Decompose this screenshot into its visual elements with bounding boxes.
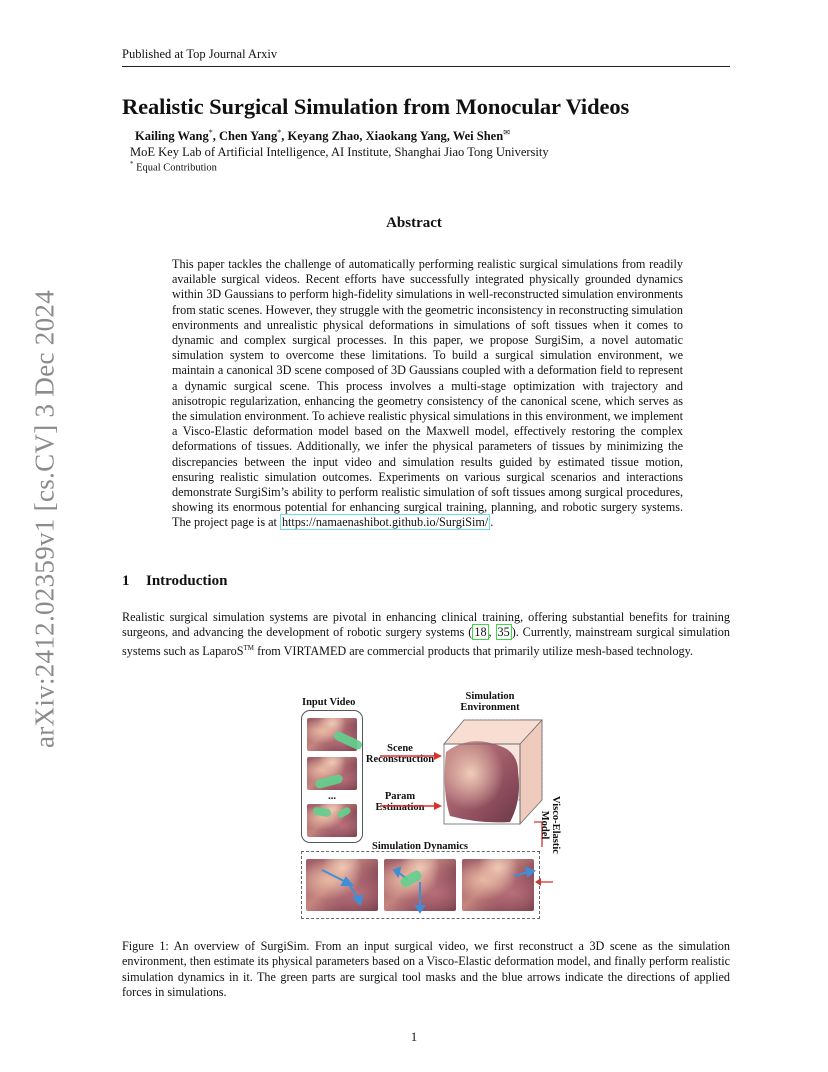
other-authors: Keyang Zhao, Xiaokang Yang, Wei Shen: [287, 129, 504, 144]
page-number: 1: [410, 1030, 418, 1044]
force-arrow-head: [394, 868, 400, 876]
paper-title: Realistic Surgical Simulation from Monocular Videos: [122, 94, 630, 119]
frames-ellipsis: ...: [328, 791, 336, 802]
equal-contribution-text: Equal Contribution: [136, 162, 217, 174]
input-video-label: Input Video: [302, 697, 356, 708]
tool-mask: [312, 806, 331, 817]
arrow-head: [434, 752, 442, 760]
equal-contribution-note: [130, 160, 217, 174]
force-arrow: [514, 872, 528, 876]
visco-line-2: Model: [539, 810, 550, 840]
section-heading-introduction: [122, 573, 227, 590]
section-number: 1: [122, 573, 130, 589]
intro-text-3: from VIRTAMED are commercial products that primarily utilize mesh-based technology.: [254, 643, 693, 658]
arxiv-stamp: arXiv:2412.02359v1 [cs.CV] 3 Dec 2024: [29, 289, 60, 749]
force-arrow: [322, 870, 346, 882]
equal-mark-note: *: [130, 160, 134, 168]
running-head: Published at Top Journal Arxiv: [122, 47, 278, 61]
trademark-mark: TM: [243, 643, 255, 652]
equal-mark-2: *: [277, 128, 282, 137]
section-title: Introduction: [146, 573, 228, 589]
author-list: Kailing Wang*, Chen Yang*, Keyang Zhao, Xiaokang Yang, Wei Shen✉: [135, 128, 510, 144]
intro-text-1: Realistic surgical simulation systems are pivotal in enhancing clinical training, offering substantial benefits for training surgeons, and advancing the development of robotic surgery systems (: [122, 610, 730, 640]
introduction-paragraph: [122, 610, 730, 659]
force-arrow-head: [342, 878, 352, 885]
force-arrow: [350, 886, 358, 898]
sim-env-label: [440, 691, 540, 713]
abstract-text: This paper tackles the challenge of automatically performing realistic surgical simulations from readily available surgical videos. Recent efforts have successfully integrated physically grounded dynamics within 3D Gaussians to perform high-fidelity simulations in well-reconstructed simulation environments from static scenes. However, they struggle with the geometric inconsistency in reconstructing simulation environments and unrealistic physical deformations in simulations of soft tissues when it comes to dynamic and complex surgical processes. In this paper, we propose SurgiSim, a novel automatic simulation system to overcome these limitations. To build a surgical simulation environment, we maintain a canonical 3D scene composed of 3D Gaussians coupled with a deformation field to represent a dynamic surgical scene. This process involves a multi-stage optimization with trajectory and anisotropic regularization, enhancing the geometry consistency of the canonical scene, which serves as the simulation environment. To achieve realistic physical simulations in this environment, we implement a Visco-Elastic deformation model based on the Maxwell model, effectively restoring the complex deformations of tissues. Additionally, we infer the physical parameters of tissues by minimizing the discrepancies between the input video and simulation results guided by estimated tissue motion, ensuring realistic simulation outcomes. Experiments on various surgical scenarios and interactions demonstrate SurgiSim’s ability to perform realistic simulation of soft tissues among surgical procedures, showing its enormous potential for enhancing surgical training, planning, and robotic surgery systems. The project page is at: [172, 257, 683, 530]
intro-text-2: ). Currently, mainstream surgical simulation systems such as LaparoS: [122, 625, 730, 658]
force-arrow-head: [526, 868, 534, 876]
sim-dynamics-label: Simulation Dynamics: [372, 841, 468, 852]
sim-env-line-2: Environment: [460, 702, 520, 713]
force-arrows: [302, 852, 539, 918]
equal-mark-1: *: [208, 128, 213, 137]
figure-caption: Figure 1: An overview of SurgiSim. From an input surgical video, we first reconstruct a 3D scene as the simulation environment, then estimate its physical parameters based on a Visco-Elastic deformation model, and finally perform realistic simulation dynamics in it. The green parts are surgical tool masks and the blue arrows indicate the directions of applied forces in simulations.: [122, 939, 730, 999]
project-page-link[interactable]: https://namaenashibot.github.io/SurgiSim/: [281, 515, 489, 530]
tissue-highlight: [445, 741, 519, 822]
scene-line-1: Scene: [387, 743, 413, 754]
input-video-frames: [301, 710, 363, 843]
abstract-body: [172, 257, 683, 531]
force-arrow-head: [416, 906, 424, 912]
tool-mask: [333, 730, 364, 751]
abstract-end: .: [490, 515, 494, 530]
author-1: Kailing Wang: [135, 129, 209, 144]
tool-mask: [336, 806, 352, 819]
citation-separator: ,: [488, 625, 496, 640]
header-rule: [122, 66, 730, 67]
input-frame-2: [307, 757, 357, 790]
envelope-icon: ✉: [503, 128, 510, 137]
visco-elastic-label: [539, 790, 561, 860]
author-2: Chen Yang: [219, 129, 278, 144]
citation-link-18[interactable]: 18: [474, 625, 487, 640]
simulation-environment-cube: [360, 712, 560, 847]
input-frame-1: [307, 718, 357, 751]
param-line-1: Param: [384, 791, 416, 802]
scene-line-2: Reconstruction: [365, 754, 435, 765]
force-arrow-head: [354, 896, 362, 904]
citation-link-35[interactable]: 35: [497, 625, 510, 640]
sim-env-line-1: Simulation: [465, 691, 515, 702]
affiliation: MoE Key Lab of Artificial Intelligence, AI Institute, Shanghai Jiao Tong University: [130, 145, 549, 159]
abstract-heading: Abstract: [386, 215, 442, 231]
arrow-head: [434, 802, 442, 810]
input-frame-3: [307, 804, 357, 837]
tool-mask: [314, 774, 343, 790]
param-line-2: Estimation: [375, 802, 425, 813]
visco-line-1: Visco-Elastic: [550, 796, 561, 854]
simulation-dynamics-box: [301, 851, 540, 919]
